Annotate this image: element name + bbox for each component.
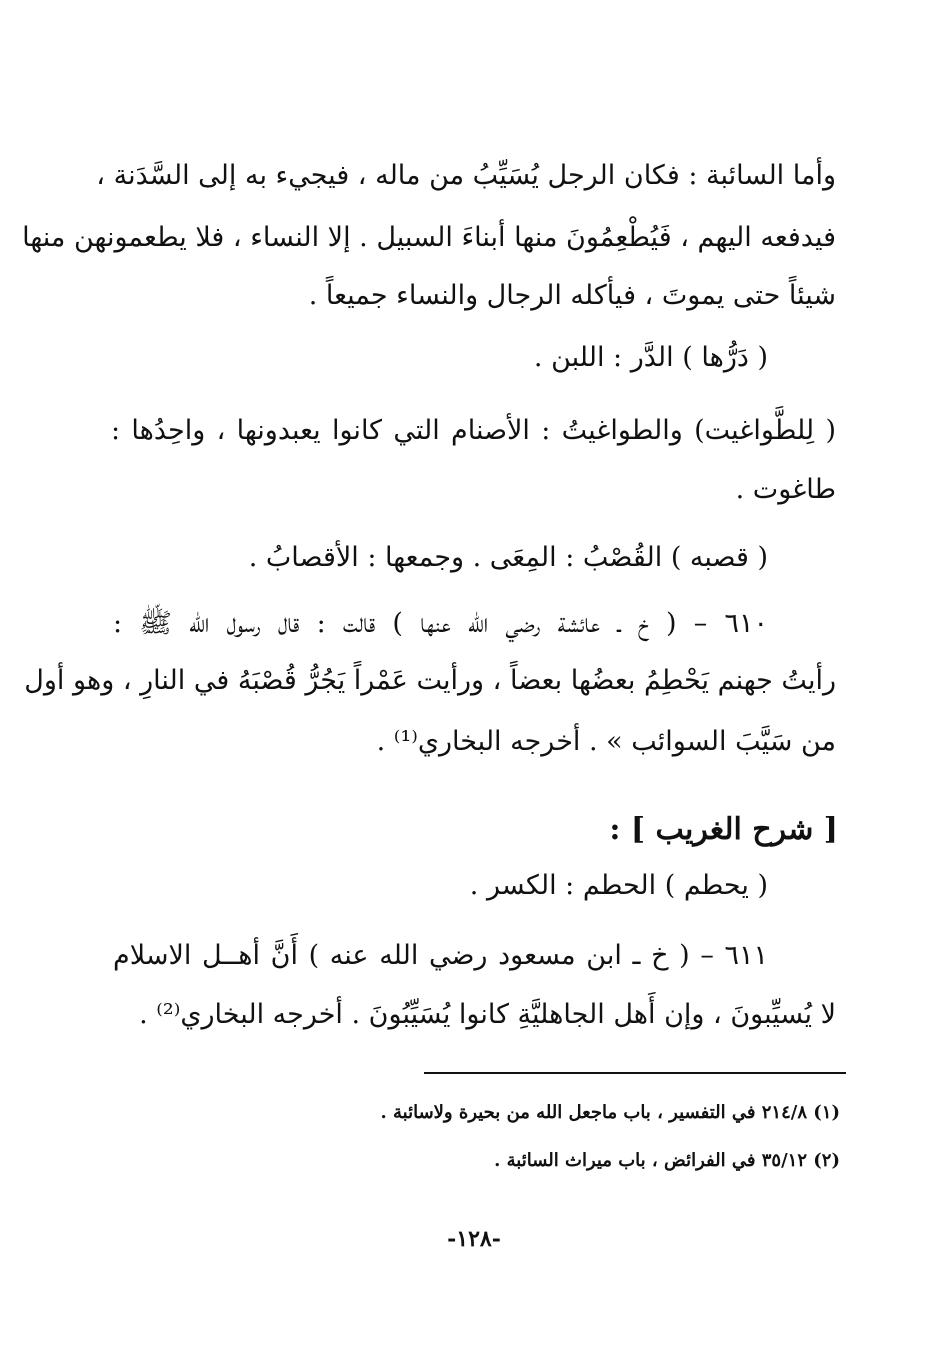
footnote-2: (٢) ٣٥/١٢ في الفرائض ، باب ميراث السائبة . <box>494 1150 840 1171</box>
hadith-610-line-2: رأيتُ جهنم يَحْطِمُ بعضُها بعضاً ، ورأيت عَمْراً يَجُرُّ قُصْبَهُ في النارِ ، وهو أول <box>24 665 836 696</box>
section-heading: [ شرح الغريب ] : <box>609 812 838 847</box>
body-line-4: ( دَرُّها ) الدَّر : اللبن . <box>533 342 768 373</box>
body-line-2: فيدفعه اليهم ، فَيُطْعِمُونَ منها أبناءَ السبيل . إلا النساء ، فلا يطعمونهن منها <box>22 222 836 253</box>
body-line-1: وأما السائبة : فكان الرجل يُسَيِّبُ من ماله ، فيجيء به إلى السَّدَنة ، <box>96 160 836 191</box>
body-line-5: ( لِلطَّواغيت) والطواغيتُ : الأصنام التي كانوا يعبدونها ، واحِدُها : <box>111 415 836 446</box>
hadith-611-line-1: ٦١١ – ( خ ـ ابن مسعود رضي الله عنه ) أَنَّ أهــل الاسلام <box>113 940 768 971</box>
footnote-divider <box>424 1072 846 1074</box>
hadith-610-line-1: ٦١٠ – ( خ ـ عائشة رضي الله عنها ) قالت : قال رسول الله ﷺ : <box>113 608 768 639</box>
body-line-7: ( قصبه ) القُصْبُ : المِعَى . وجمعها : الأقصابُ . <box>248 542 768 573</box>
footnote-1: (١) ٢١٤/٨ في التفسير ، باب ماجعل الله من بحيرة ولاسائبة . <box>380 1102 840 1123</box>
body-line-6: طاغوت . <box>735 474 836 505</box>
page-number: -١٢٨- <box>447 1226 501 1252</box>
hadith-610-line-3: من سَيَّبَ السوائب » . أخرجه البخاري⁽¹⁾ . <box>376 726 836 757</box>
body-line-definition: ( يحطم ) الحطم : الكسر . <box>469 870 768 901</box>
hadith-611-line-2: لا يُسيِّبونَ ، وإن أَهل الجاهليَّةِ كانوا يُسَيِّبُونَ . أخرجه البخاري⁽²⁾ . <box>139 999 836 1030</box>
body-line-3: شيئاً حتى يموتَ ، فيأكله الرجال والنساء جميعاً . <box>308 280 836 311</box>
